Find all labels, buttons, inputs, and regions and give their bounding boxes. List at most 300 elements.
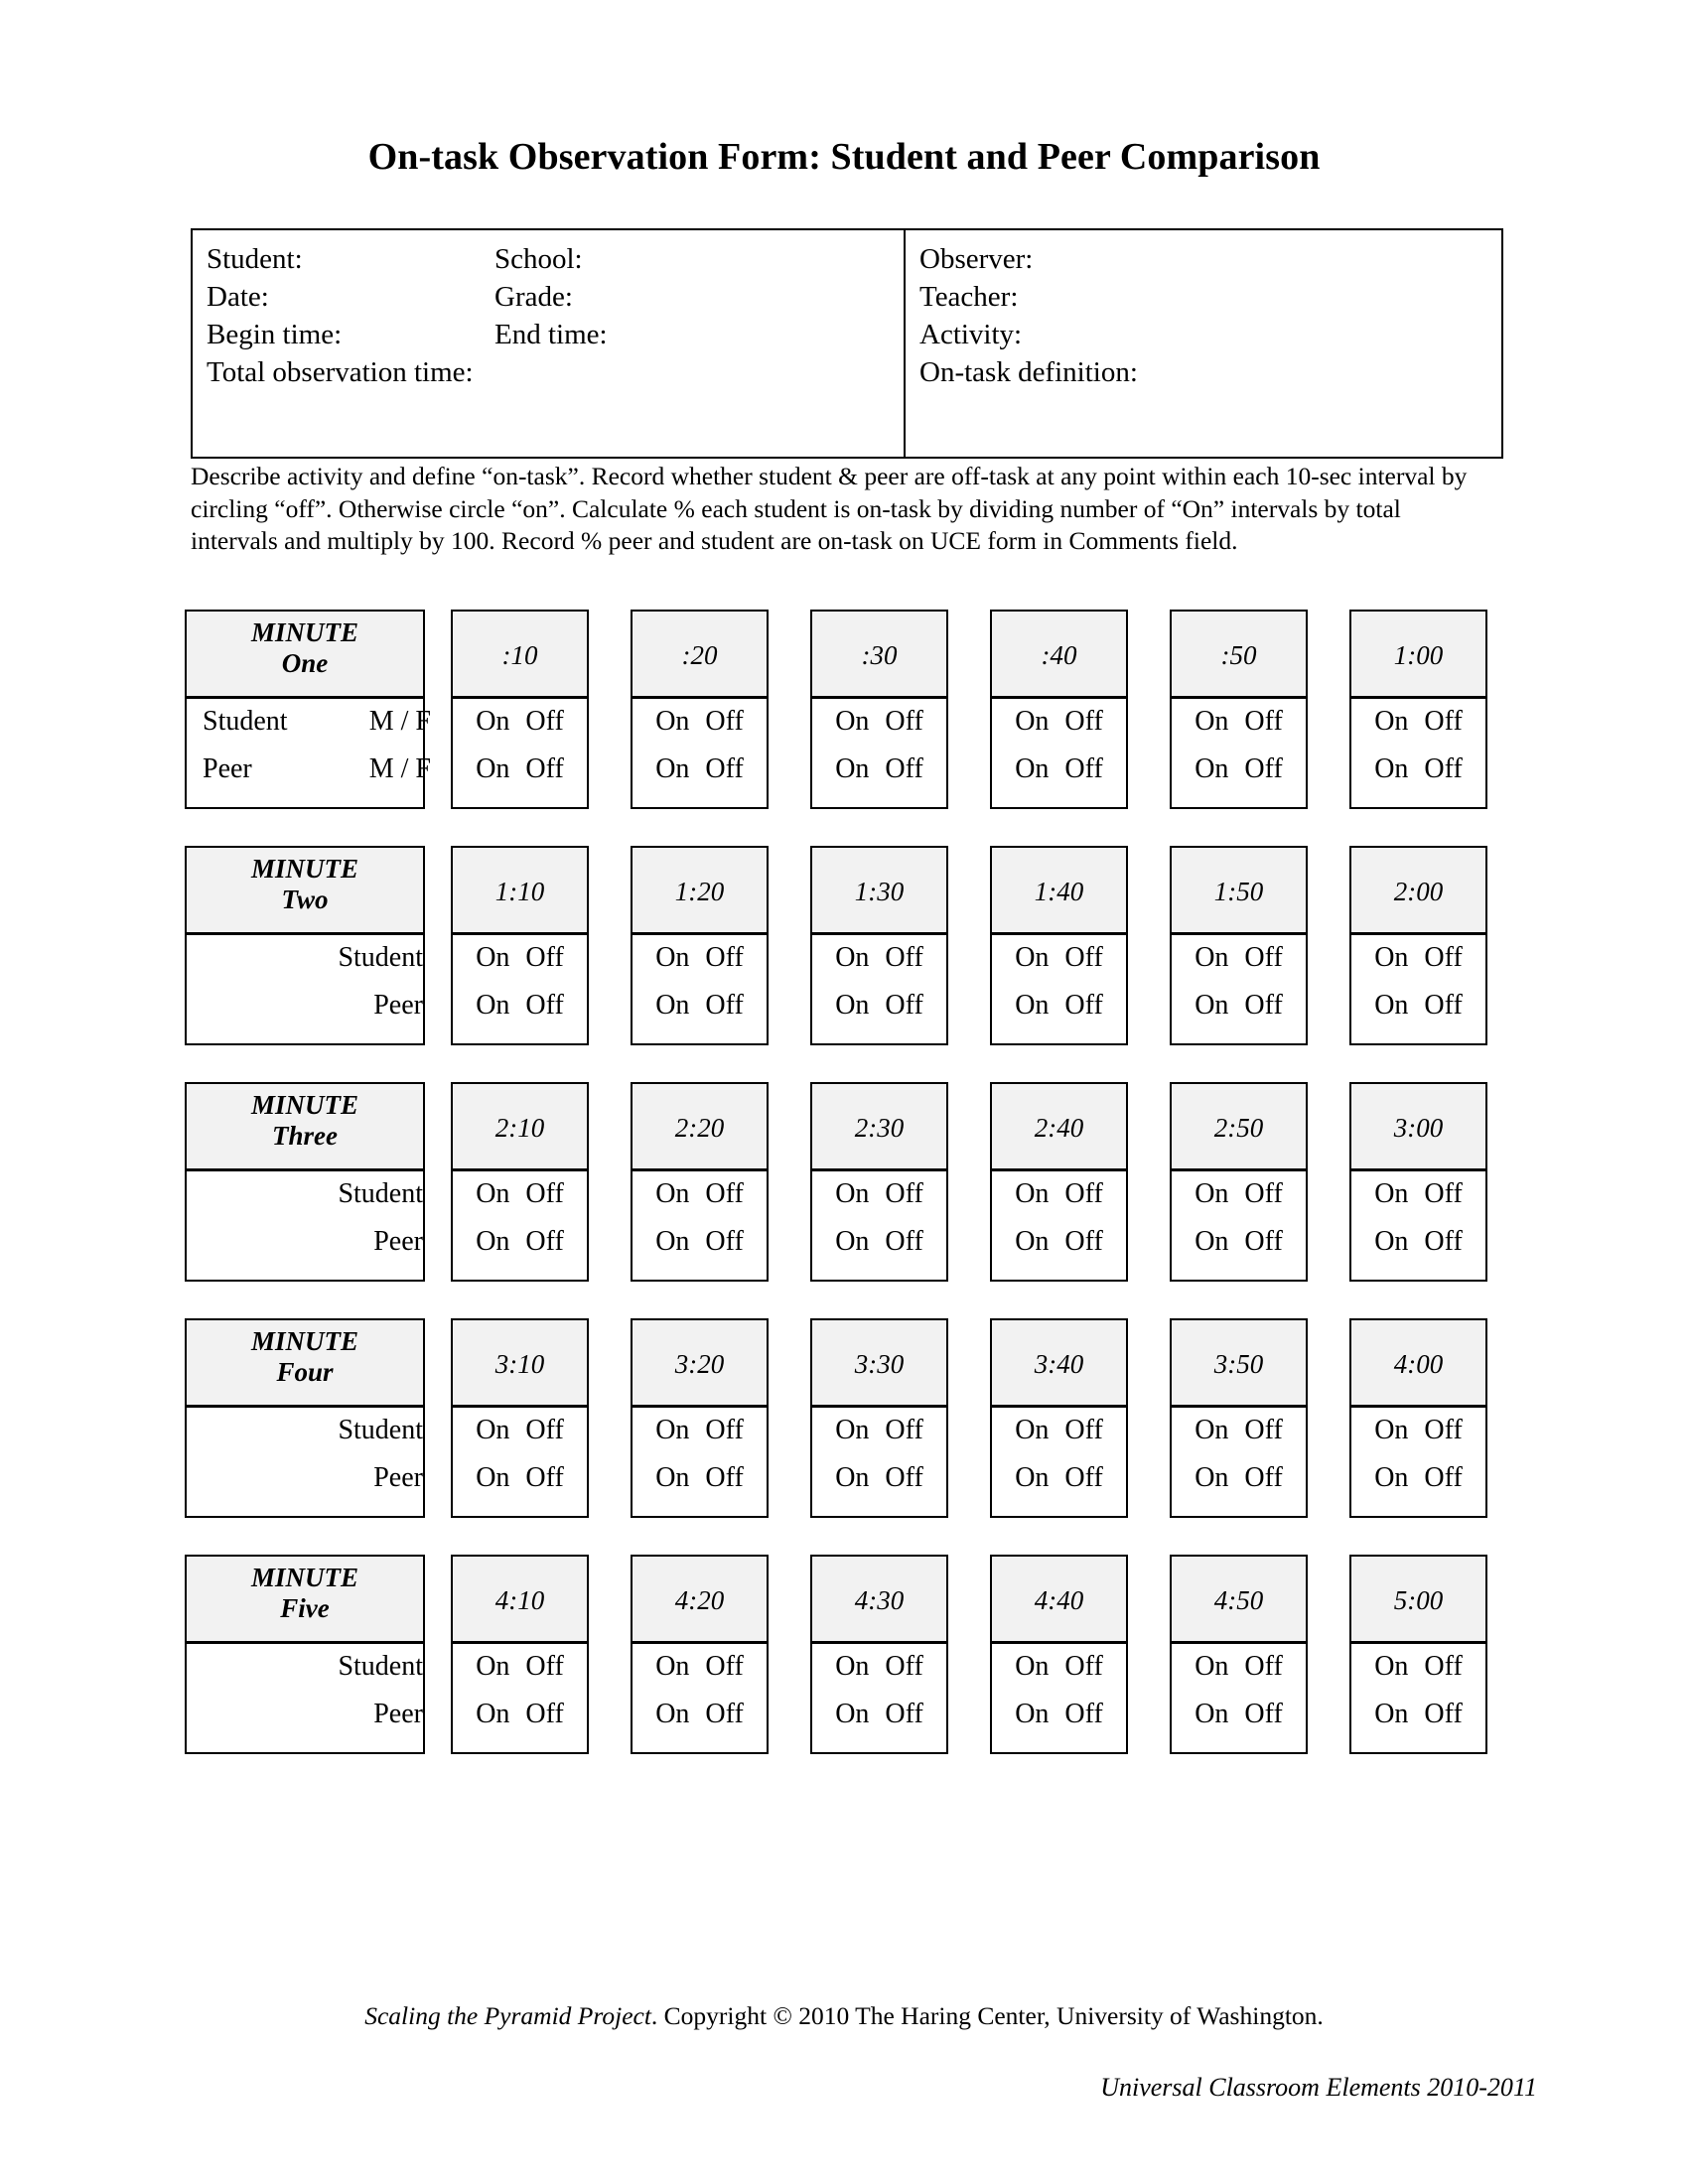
student-label-row xyxy=(187,1416,437,1445)
student-onoff-row xyxy=(812,1179,946,1209)
peer-label: Peer xyxy=(373,1226,423,1257)
interval-block xyxy=(1170,1082,1308,1282)
interval-body xyxy=(453,935,587,1044)
interval-body xyxy=(453,1408,587,1517)
interval-block xyxy=(990,1318,1128,1518)
peer-onoff-row xyxy=(1172,991,1306,1021)
minute-heading xyxy=(187,848,423,935)
interval-block xyxy=(1170,1555,1308,1754)
student-onoff-row xyxy=(812,1652,946,1682)
minute-ordinal: Two xyxy=(281,885,329,914)
peer-off-option[interactable]: Off xyxy=(705,1226,744,1257)
peer-on-option[interactable]: On xyxy=(655,1462,690,1493)
header-right-column xyxy=(906,230,1501,457)
interval-time-label: 2:20 xyxy=(633,1084,767,1171)
student-on-option[interactable]: On xyxy=(835,1651,870,1682)
student-label: Student xyxy=(338,1178,423,1209)
interval-time-label: 2:40 xyxy=(992,1084,1126,1171)
peer-onoff-row xyxy=(633,754,767,784)
student-off-option[interactable]: Off xyxy=(885,706,923,737)
student-on-option[interactable]: On xyxy=(476,942,510,973)
minute-heading xyxy=(187,612,423,699)
interval-block xyxy=(631,610,769,809)
student-on-option[interactable]: On xyxy=(655,1651,690,1682)
student-onoff-row xyxy=(1351,707,1485,737)
student-off-option[interactable]: Off xyxy=(1244,1415,1283,1445)
student-on-option[interactable]: On xyxy=(1015,1415,1050,1445)
interval-body xyxy=(453,1644,587,1753)
peer-on-option[interactable]: On xyxy=(655,990,690,1021)
header-field-label: Begin time: xyxy=(207,319,343,350)
student-onoff-row xyxy=(1351,943,1485,973)
peer-off-option[interactable]: Off xyxy=(525,1699,564,1729)
peer-off-option[interactable]: Off xyxy=(1064,1699,1103,1729)
header-field-label: Student: xyxy=(207,243,303,275)
peer-onoff-row xyxy=(992,1700,1126,1729)
peer-onoff-row xyxy=(1172,1700,1306,1729)
interval-time-label: 1:10 xyxy=(453,848,587,935)
interval-block xyxy=(810,1318,948,1518)
interval-body xyxy=(1351,1171,1485,1281)
student-onoff-row xyxy=(812,1416,946,1445)
peer-on-option[interactable]: On xyxy=(1374,753,1409,784)
student-off-option[interactable]: Off xyxy=(1064,1415,1103,1445)
peer-on-option[interactable]: On xyxy=(655,1226,690,1257)
minute-ordinal: Five xyxy=(280,1593,330,1623)
interval-time-label: 4:30 xyxy=(812,1557,946,1644)
peer-off-option[interactable]: Off xyxy=(1244,1699,1283,1729)
header-field-row xyxy=(919,240,1501,278)
header-field-label: Grade: xyxy=(494,281,573,313)
minute-row xyxy=(185,1555,1505,1756)
peer-off-option[interactable]: Off xyxy=(525,753,564,784)
interval-time-label: 4:00 xyxy=(1351,1320,1485,1408)
peer-on-option[interactable]: On xyxy=(835,1699,870,1729)
header-field-label: Activity: xyxy=(919,319,1023,350)
peer-onoff-row xyxy=(992,754,1126,784)
student-onoff-row xyxy=(1172,1179,1306,1209)
peer-off-option[interactable]: Off xyxy=(1244,1462,1283,1493)
peer-label-row xyxy=(187,1700,437,1729)
minute-label-body xyxy=(187,699,431,808)
student-label-row xyxy=(187,943,437,973)
interval-body xyxy=(633,1408,767,1517)
minute-row xyxy=(185,610,1505,811)
peer-off-option[interactable]: Off xyxy=(705,753,744,784)
peer-off-option[interactable]: Off xyxy=(705,990,744,1021)
header-field-label: School: xyxy=(494,243,583,275)
observation-header-box xyxy=(191,228,1503,459)
student-label: Student xyxy=(338,942,423,973)
interval-block xyxy=(990,1082,1128,1282)
student-on-option[interactable]: On xyxy=(1195,706,1229,737)
interval-body xyxy=(992,1644,1126,1753)
interval-time-label: :20 xyxy=(633,612,767,699)
student-on-option[interactable]: On xyxy=(1015,1178,1050,1209)
interval-block xyxy=(990,610,1128,809)
peer-on-option[interactable]: On xyxy=(1195,1462,1229,1493)
peer-onoff-row xyxy=(812,1700,946,1729)
minute-label-body xyxy=(187,935,423,1044)
student-on-option[interactable]: On xyxy=(835,706,870,737)
student-off-option[interactable]: Off xyxy=(885,1651,923,1682)
interval-time-label: 1:20 xyxy=(633,848,767,935)
student-onoff-row xyxy=(992,707,1126,737)
peer-onoff-row xyxy=(633,1700,767,1729)
peer-off-option[interactable]: Off xyxy=(1064,1462,1103,1493)
student-onoff-row xyxy=(1172,1416,1306,1445)
student-on-option[interactable]: On xyxy=(1015,1651,1050,1682)
interval-body xyxy=(812,935,946,1044)
interval-block xyxy=(1349,846,1487,1045)
minute-ordinal: Three xyxy=(272,1121,338,1151)
interval-block xyxy=(1349,1555,1487,1754)
peer-onoff-row xyxy=(633,1227,767,1257)
minute-label-body xyxy=(187,1408,423,1517)
gender-mf-label[interactable]: M / F xyxy=(368,753,431,784)
peer-off-option[interactable]: Off xyxy=(1244,1226,1283,1257)
student-onoff-row xyxy=(812,707,946,737)
student-on-option[interactable]: On xyxy=(476,1415,510,1445)
student-onoff-row xyxy=(633,1179,767,1209)
student-on-option[interactable]: On xyxy=(835,1178,870,1209)
interval-time-label: :10 xyxy=(453,612,587,699)
student-onoff-row xyxy=(1172,707,1306,737)
peer-label: Peer xyxy=(373,1462,423,1493)
interval-time-label: 3:00 xyxy=(1351,1084,1485,1171)
interval-body xyxy=(1172,1171,1306,1281)
peer-on-option[interactable]: On xyxy=(1195,1226,1229,1257)
peer-label-row xyxy=(187,1463,437,1493)
interval-time-label: 1:30 xyxy=(812,848,946,935)
interval-time-label: 3:40 xyxy=(992,1320,1126,1408)
peer-off-option[interactable]: Off xyxy=(705,1462,744,1493)
peer-off-option[interactable]: Off xyxy=(525,990,564,1021)
interval-body xyxy=(992,1408,1126,1517)
peer-off-option[interactable]: Off xyxy=(1244,990,1283,1021)
interval-time-label: 1:00 xyxy=(1351,612,1485,699)
peer-off-option[interactable]: Off xyxy=(1424,1226,1463,1257)
peer-off-option[interactable]: Off xyxy=(525,1226,564,1257)
student-off-option[interactable]: Off xyxy=(1424,942,1463,973)
peer-off-option[interactable]: Off xyxy=(1064,753,1103,784)
student-on-option[interactable]: On xyxy=(1374,1415,1409,1445)
header-field-row xyxy=(207,240,904,278)
minute-word: MINUTE xyxy=(250,1090,358,1120)
peer-on-option[interactable]: On xyxy=(1195,753,1229,784)
peer-off-option[interactable]: Off xyxy=(525,1462,564,1493)
peer-on-option[interactable]: On xyxy=(835,753,870,784)
student-off-option[interactable]: Off xyxy=(525,706,564,737)
student-on-option[interactable]: On xyxy=(1195,942,1229,973)
student-onoff-row xyxy=(633,1416,767,1445)
student-off-option[interactable]: Off xyxy=(1064,1651,1103,1682)
interval-time-label: 4:40 xyxy=(992,1557,1126,1644)
peer-on-option[interactable]: On xyxy=(1015,1462,1050,1493)
peer-onoff-row xyxy=(453,1463,587,1493)
peer-onoff-row xyxy=(992,991,1126,1021)
peer-onoff-row xyxy=(1172,754,1306,784)
interval-block xyxy=(810,1555,948,1754)
gender-mf-label[interactable]: M / F xyxy=(368,706,431,737)
peer-off-option[interactable]: Off xyxy=(1244,753,1283,784)
student-onoff-row xyxy=(1351,1416,1485,1445)
interval-body xyxy=(453,1171,587,1281)
peer-on-option[interactable]: On xyxy=(1374,1699,1409,1729)
peer-on-option[interactable]: On xyxy=(835,1462,870,1493)
peer-on-option[interactable]: On xyxy=(1374,1226,1409,1257)
student-onoff-row xyxy=(633,1652,767,1682)
interval-body xyxy=(633,1644,767,1753)
peer-onoff-row xyxy=(1351,1463,1485,1493)
interval-body xyxy=(812,1171,946,1281)
header-field-row xyxy=(919,316,1501,353)
minute-heading xyxy=(187,1320,423,1408)
instructions-paragraph: Describe activity and define “on-task”. Record whether student & peer are off-task at any point within each 10-sec interval by circling “off”. Otherwise circle “on”. Calculate % each student is on-task by dividing number of “On” intervals by total intervals and multiply by 100. Record % peer and student are on-task on UCE form in Comments field. xyxy=(191,462,1468,555)
peer-on-option[interactable]: On xyxy=(1195,1699,1229,1729)
student-onoff-row xyxy=(1351,1179,1485,1209)
student-off-option[interactable]: Off xyxy=(885,1415,923,1445)
interval-block xyxy=(631,1555,769,1754)
student-off-option[interactable]: Off xyxy=(1424,1651,1463,1682)
peer-onoff-row xyxy=(1172,1227,1306,1257)
interval-body xyxy=(812,699,946,808)
student-on-option[interactable]: On xyxy=(835,1415,870,1445)
header-field-row xyxy=(207,316,904,353)
interval-body xyxy=(453,699,587,808)
peer-onoff-row xyxy=(992,1463,1126,1493)
student-onoff-row xyxy=(633,707,767,737)
minute-label-block xyxy=(185,1082,425,1282)
interval-time-label: 3:10 xyxy=(453,1320,587,1408)
peer-off-option[interactable]: Off xyxy=(1064,1226,1103,1257)
minute-label-block xyxy=(185,610,431,809)
minute-row xyxy=(185,846,1505,1047)
peer-off-option[interactable]: Off xyxy=(885,1699,923,1729)
peer-off-option[interactable]: Off xyxy=(885,990,923,1021)
peer-on-option[interactable]: On xyxy=(476,1462,510,1493)
peer-label-row xyxy=(187,1227,437,1257)
peer-on-option[interactable]: On xyxy=(476,990,510,1021)
interval-block xyxy=(990,1555,1128,1754)
peer-off-option[interactable]: Off xyxy=(705,1699,744,1729)
peer-off-option[interactable]: Off xyxy=(1424,1462,1463,1493)
footer-project-name: Scaling the Pyramid Project xyxy=(364,2001,651,2030)
student-on-option[interactable]: On xyxy=(655,1178,690,1209)
minute-word: MINUTE xyxy=(250,1563,358,1592)
header-field-label: Observer: xyxy=(919,243,1034,275)
student-on-option[interactable]: On xyxy=(655,706,690,737)
minute-word: MINUTE xyxy=(250,854,358,884)
peer-onoff-row xyxy=(453,1227,587,1257)
student-onoff-row xyxy=(1351,1652,1485,1682)
minute-label-block xyxy=(185,1555,425,1754)
interval-time-label: :30 xyxy=(812,612,946,699)
student-off-option[interactable]: Off xyxy=(1424,1178,1463,1209)
interval-body xyxy=(1172,1644,1306,1753)
student-off-option[interactable]: Off xyxy=(705,1415,744,1445)
student-off-option[interactable]: Off xyxy=(525,1415,564,1445)
student-off-option[interactable]: Off xyxy=(1064,706,1103,737)
student-on-option[interactable]: On xyxy=(655,1415,690,1445)
minute-label-body xyxy=(187,1171,423,1281)
student-off-option[interactable]: Off xyxy=(705,942,744,973)
student-label-row xyxy=(187,1179,437,1209)
interval-body xyxy=(633,1171,767,1281)
peer-off-option[interactable]: Off xyxy=(1064,990,1103,1021)
peer-onoff-row xyxy=(1351,1700,1485,1729)
peer-off-option[interactable]: Off xyxy=(1424,1699,1463,1729)
student-on-option[interactable]: On xyxy=(476,1651,510,1682)
peer-on-option[interactable]: On xyxy=(1015,1699,1050,1729)
header-field-label: Teacher: xyxy=(919,281,1019,313)
peer-on-option[interactable]: On xyxy=(1374,990,1409,1021)
student-off-option[interactable]: Off xyxy=(1244,706,1283,737)
peer-off-option[interactable]: Off xyxy=(885,1462,923,1493)
peer-on-option[interactable]: On xyxy=(476,753,510,784)
student-onoff-row xyxy=(992,943,1126,973)
interval-block xyxy=(1349,1318,1487,1518)
minute-row xyxy=(185,1318,1505,1520)
interval-time-label: 1:50 xyxy=(1172,848,1306,935)
minute-ordinal: One xyxy=(281,648,329,678)
peer-label-row xyxy=(187,991,437,1021)
student-off-option[interactable]: Off xyxy=(525,1178,564,1209)
minute-label-block xyxy=(185,1318,425,1518)
student-onoff-row xyxy=(453,943,587,973)
student-on-option[interactable]: On xyxy=(1015,706,1050,737)
student-label-row xyxy=(187,707,447,737)
header-field-label: Date: xyxy=(207,281,269,313)
student-on-option[interactable]: On xyxy=(1015,942,1050,973)
header-field-label: End time: xyxy=(494,319,608,350)
peer-on-option[interactable]: On xyxy=(835,990,870,1021)
header-field-row xyxy=(919,353,1501,391)
peer-off-option[interactable]: Off xyxy=(1424,990,1463,1021)
interval-time-label: 2:00 xyxy=(1351,848,1485,935)
student-off-option[interactable]: Off xyxy=(525,942,564,973)
peer-on-option[interactable]: On xyxy=(1015,753,1050,784)
peer-onoff-row xyxy=(992,1227,1126,1257)
student-off-option[interactable]: Off xyxy=(705,1178,744,1209)
student-on-option[interactable]: On xyxy=(476,706,510,737)
interval-time-label: :50 xyxy=(1172,612,1306,699)
student-off-option[interactable]: Off xyxy=(1244,1651,1283,1682)
peer-on-option[interactable]: On xyxy=(1374,1462,1409,1493)
interval-time-label: 3:50 xyxy=(1172,1320,1306,1408)
student-on-option[interactable]: On xyxy=(1374,1178,1409,1209)
student-label: Student xyxy=(338,1651,423,1682)
student-off-option[interactable]: Off xyxy=(1064,1178,1103,1209)
peer-on-option[interactable]: On xyxy=(1015,990,1050,1021)
student-on-option[interactable]: On xyxy=(1374,706,1409,737)
interval-body xyxy=(992,699,1126,808)
peer-label: Peer xyxy=(373,990,423,1021)
interval-block xyxy=(1349,1082,1487,1282)
interval-block xyxy=(451,846,589,1045)
student-on-option[interactable]: On xyxy=(1374,1651,1409,1682)
interval-block xyxy=(810,610,948,809)
student-on-option[interactable]: On xyxy=(476,1178,510,1209)
peer-on-option[interactable]: On xyxy=(476,1226,510,1257)
peer-on-option[interactable]: On xyxy=(1015,1226,1050,1257)
student-off-option[interactable]: Off xyxy=(525,1651,564,1682)
student-on-option[interactable]: On xyxy=(655,942,690,973)
interval-block xyxy=(1349,610,1487,809)
interval-block xyxy=(631,1318,769,1518)
interval-block xyxy=(810,846,948,1045)
student-onoff-row xyxy=(453,1416,587,1445)
student-on-option[interactable]: On xyxy=(1195,1415,1229,1445)
student-off-option[interactable]: Off xyxy=(705,1651,744,1682)
interval-block xyxy=(451,1318,589,1518)
interval-time-label: 5:00 xyxy=(1351,1557,1485,1644)
interval-block xyxy=(631,846,769,1045)
peer-off-option[interactable]: Off xyxy=(885,753,923,784)
interval-block xyxy=(810,1082,948,1282)
interval-time-label: 2:50 xyxy=(1172,1084,1306,1171)
student-off-option[interactable]: Off xyxy=(1064,942,1103,973)
peer-onoff-row xyxy=(453,991,587,1021)
peer-on-option[interactable]: On xyxy=(835,1226,870,1257)
header-field-row xyxy=(919,278,1501,316)
interval-block xyxy=(451,1082,589,1282)
student-off-option[interactable]: Off xyxy=(705,706,744,737)
peer-onoff-row xyxy=(633,1463,767,1493)
peer-onoff-row xyxy=(1172,1463,1306,1493)
student-off-option[interactable]: Off xyxy=(885,942,923,973)
student-on-option[interactable]: On xyxy=(835,942,870,973)
peer-on-option[interactable]: On xyxy=(655,753,690,784)
student-onoff-row xyxy=(992,1416,1126,1445)
interval-body xyxy=(1351,699,1485,808)
student-off-option[interactable]: Off xyxy=(1424,1415,1463,1445)
peer-on-option[interactable]: On xyxy=(655,1699,690,1729)
interval-block xyxy=(631,1082,769,1282)
student-label-row xyxy=(187,1652,437,1682)
interval-time-label: :40 xyxy=(992,612,1126,699)
peer-off-option[interactable]: Off xyxy=(885,1226,923,1257)
peer-onoff-row xyxy=(812,1463,946,1493)
student-off-option[interactable]: Off xyxy=(1424,706,1463,737)
student-onoff-row xyxy=(453,707,587,737)
peer-off-option[interactable]: Off xyxy=(1424,753,1463,784)
minute-ordinal: Four xyxy=(276,1357,334,1387)
student-off-option[interactable]: Off xyxy=(1244,1178,1283,1209)
peer-on-option[interactable]: On xyxy=(476,1699,510,1729)
peer-onoff-row xyxy=(812,754,946,784)
student-on-option[interactable]: On xyxy=(1374,942,1409,973)
interval-time-label: 3:20 xyxy=(633,1320,767,1408)
student-off-option[interactable]: Off xyxy=(885,1178,923,1209)
minute-heading xyxy=(187,1557,423,1644)
minute-word: MINUTE xyxy=(250,1326,358,1356)
page-title: On-task Observation Form: Student and Peer Comparison xyxy=(367,136,1321,178)
footer-copyright xyxy=(0,2001,1688,2031)
minute-label-body xyxy=(187,1644,423,1753)
interval-block xyxy=(451,1555,589,1754)
student-onoff-row xyxy=(453,1179,587,1209)
peer-on-option[interactable]: On xyxy=(1195,990,1229,1021)
header-field-row xyxy=(207,278,904,316)
interval-time-label: 2:10 xyxy=(453,1084,587,1171)
interval-body xyxy=(1351,1644,1485,1753)
minute-label-block xyxy=(185,846,425,1045)
student-off-option[interactable]: Off xyxy=(1244,942,1283,973)
minute-row xyxy=(185,1082,1505,1284)
student-on-option[interactable]: On xyxy=(1195,1178,1229,1209)
student-on-option[interactable]: On xyxy=(1195,1651,1229,1682)
